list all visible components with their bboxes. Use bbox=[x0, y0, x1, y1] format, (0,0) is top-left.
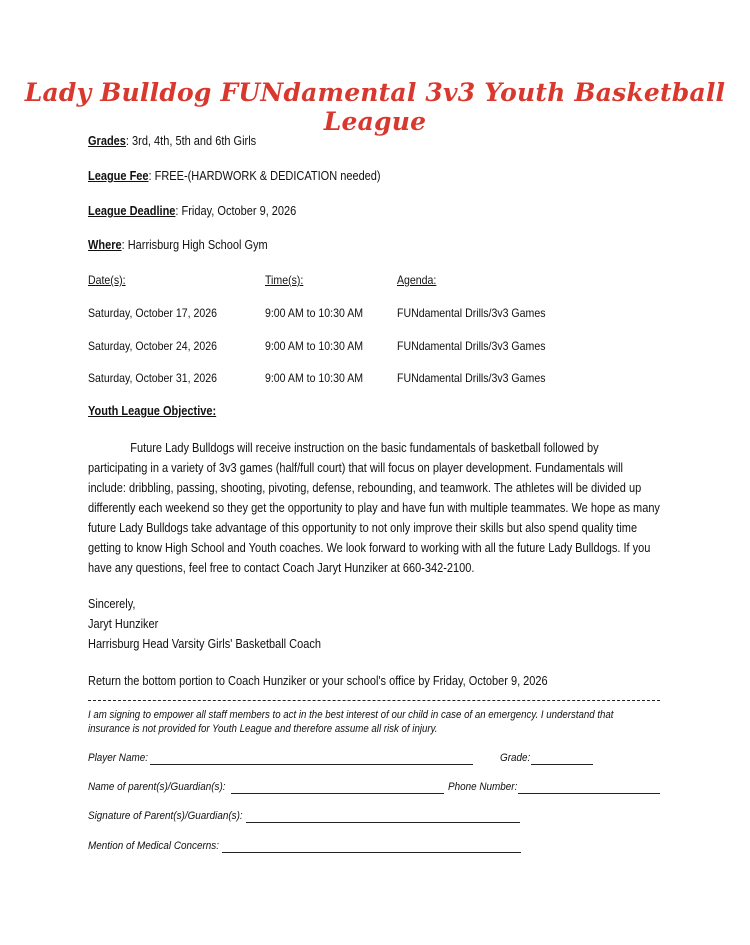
grades-line bbox=[88, 134, 256, 148]
parent-signature-label: Signature of Parent(s)/Guardian(s): bbox=[88, 810, 243, 822]
objective-line-1: Future Lady Bulldogs will receive instruction on the basic fundamentals of basketball followed by bbox=[130, 441, 599, 455]
objective-line-4: differently each weekend so they get the opportunity to play and have fun with multiple teammates. We hope as many bbox=[88, 501, 660, 515]
player-name-label: Player Name: bbox=[88, 752, 148, 764]
grade-field[interactable] bbox=[531, 764, 593, 765]
player-name-field[interactable] bbox=[150, 764, 473, 765]
objective-line-5: future Lady Bulldogs take advantage of this opportunity to not only improve their skills but also spend quality time bbox=[88, 521, 638, 535]
where-value: : Harrisburg High School Gym bbox=[121, 238, 268, 252]
parent-name-label: Name of parent(s)/Guardian(s): bbox=[88, 781, 226, 793]
schedule-row-3-time: 9:00 AM to 10:30 AM bbox=[265, 371, 364, 385]
grades-value: : 3rd, 4th, 5th and 6th Girls bbox=[125, 134, 257, 148]
medical-field[interactable] bbox=[222, 852, 521, 853]
cut-line bbox=[88, 700, 660, 701]
waiver-line-1: I am signing to empower all staff members to act in the best interest of our child in case of an emergency. I understand that bbox=[88, 709, 614, 721]
fee-label: League Fee bbox=[88, 169, 149, 183]
objective-line-2: participating in a variety of 3v3 games (half/full court) that will focus on player development. Fundamentals will bbox=[88, 461, 623, 475]
phone-label: Phone Number: bbox=[448, 781, 518, 793]
signature-block bbox=[88, 594, 321, 654]
grade-label: Grade: bbox=[500, 752, 531, 764]
schedule-row-2-agenda: FUNdamental Drills/3v3 Games bbox=[397, 339, 546, 353]
objective-heading-line bbox=[88, 404, 216, 418]
schedule-row-3-date: Saturday, October 31, 2026 bbox=[88, 371, 217, 385]
schedule-row-2-time: 9:00 AM to 10:30 AM bbox=[265, 339, 364, 353]
schedule-header-agenda: Agenda: bbox=[397, 273, 437, 287]
objective-paragraph bbox=[88, 438, 660, 578]
phone-field[interactable] bbox=[518, 793, 660, 794]
schedule-row-1-time: 9:00 AM to 10:30 AM bbox=[265, 306, 364, 320]
grades-label: Grades bbox=[88, 134, 126, 148]
deadline-label: League Deadline bbox=[88, 204, 176, 218]
schedule-header-times: Time(s): bbox=[265, 273, 304, 287]
fee-value: : FREE-(HARDWORK & DEDICATION needed) bbox=[148, 169, 381, 183]
schedule-row-3-agenda: FUNdamental Drills/3v3 Games bbox=[397, 371, 546, 385]
where-label: Where bbox=[88, 238, 122, 252]
waiver-text bbox=[88, 708, 660, 736]
parent-signature-field[interactable] bbox=[246, 822, 520, 823]
fee-line bbox=[88, 169, 381, 183]
where-line bbox=[88, 238, 268, 252]
schedule-row-1-agenda: FUNdamental Drills/3v3 Games bbox=[397, 306, 546, 320]
objective-line-6: getting to know High School and Youth coaches. We look forward to working with all the future Lady Bulldogs. If you bbox=[88, 541, 651, 555]
signature-closing: Sincerely, bbox=[88, 597, 136, 611]
medical-label: Mention of Medical Concerns: bbox=[88, 840, 219, 852]
page-title: Lady Bulldog FUNdamental 3v3 Youth Basketball League bbox=[24, 78, 726, 136]
waiver-line-2: insurance is not provided for Youth League and therefore assume all risk of injury. bbox=[88, 723, 438, 735]
objective-line-3: include: dribbling, passing, shooting, pivoting, defense, rebounding, and teamwork. The athletes will be divided up bbox=[88, 481, 642, 495]
parent-name-field[interactable] bbox=[231, 793, 444, 794]
schedule-row-1-date: Saturday, October 17, 2026 bbox=[88, 306, 217, 320]
schedule-row-2-date: Saturday, October 24, 2026 bbox=[88, 339, 217, 353]
objective-heading: Youth League Objective: bbox=[88, 404, 217, 418]
objective-line-7: have any questions, feel free to contact Coach Jaryt Hunziker at 660-342-2100. bbox=[88, 561, 475, 575]
schedule-header-dates: Date(s): bbox=[88, 273, 126, 287]
deadline-value: : Friday, October 9, 2026 bbox=[175, 204, 297, 218]
return-note: Return the bottom portion to Coach Hunziker or your school's office by Friday, October 9, 2026 bbox=[88, 674, 548, 688]
signature-role: Harrisburg Head Varsity Girls' Basketball Coach bbox=[88, 637, 321, 651]
signature-name: Jaryt Hunziker bbox=[88, 617, 159, 631]
deadline-line bbox=[88, 204, 296, 218]
